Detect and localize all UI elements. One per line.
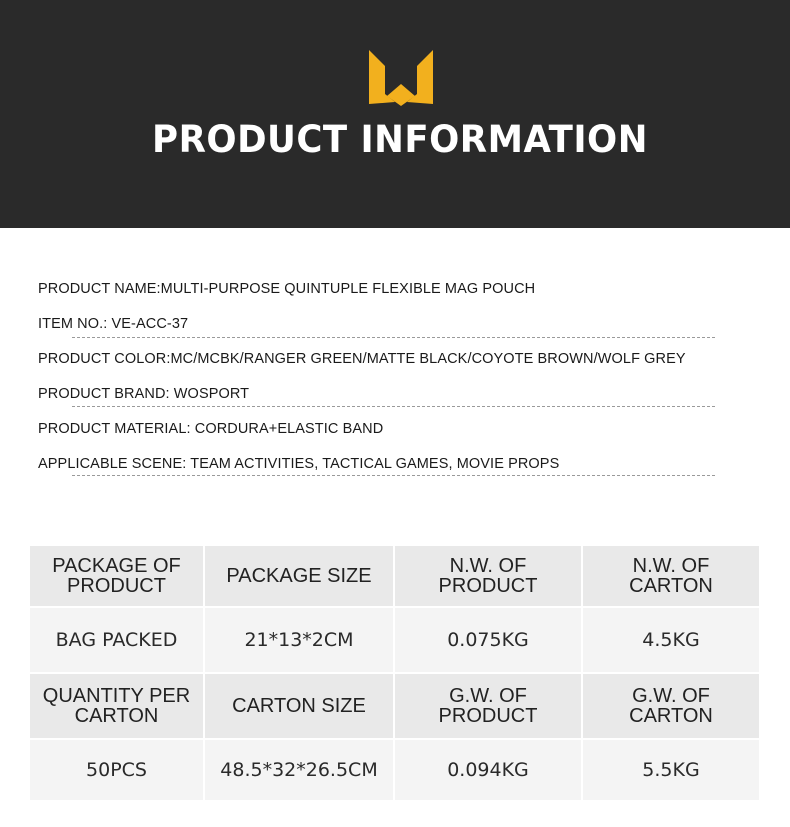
- divider: [72, 337, 715, 338]
- table-header-row: [30, 546, 759, 608]
- table-cell: 50PCS: [30, 740, 205, 800]
- divider: [72, 406, 715, 407]
- table-header-cell: QUANTITY PER CARTON: [30, 674, 205, 740]
- table-cell: 48.5*32*26.5CM: [205, 740, 395, 800]
- table-header-cell: CARTON SIZE: [205, 674, 395, 740]
- page-title: PRODUCT INFORMATION: [152, 118, 648, 161]
- table-header-cell: PACKAGE SIZE: [205, 546, 395, 608]
- table-cell: 0.094KG: [395, 740, 583, 800]
- table-header-row: [30, 674, 759, 740]
- spec-item-no: ITEM NO.: VE-ACC-37: [38, 316, 189, 332]
- table-cell: 4.5KG: [583, 608, 759, 674]
- spec-product-name: PRODUCT NAME:MULTI-PURPOSE QUINTUPLE FLEXIBLE MAG POUCH: [38, 281, 536, 297]
- table-header-cell: G.W. OF CARTON: [583, 674, 759, 740]
- table-row: [30, 740, 759, 800]
- divider: [72, 475, 715, 476]
- header-banner: [0, 0, 790, 228]
- table-cell: 21*13*2CM: [205, 608, 395, 674]
- table-header-cell: N.W. OF CARTON: [583, 546, 759, 608]
- table-row: [30, 608, 759, 674]
- table-cell: 5.5KG: [583, 740, 759, 800]
- spec-product-color: PRODUCT COLOR:MC/MCBK/RANGER GREEN/MATTE BLACK/COYOTE BROWN/WOLF GREY: [38, 351, 686, 367]
- spec-product-brand: PRODUCT BRAND: WOSPORT: [38, 386, 250, 402]
- table-header-cell: N.W. OF PRODUCT: [395, 546, 583, 608]
- spec-product-material: PRODUCT MATERIAL: CORDURA+ELASTIC BAND: [38, 421, 384, 437]
- w-logo-icon: [367, 48, 435, 106]
- spec-applicable-scene: APPLICABLE SCENE: TEAM ACTIVITIES, TACTICAL GAMES, MOVIE PROPS: [38, 456, 560, 472]
- package-info-table: [30, 546, 759, 800]
- table-cell: 0.075KG: [395, 608, 583, 674]
- table-cell: BAG PACKED: [30, 608, 205, 674]
- table-header-cell: G.W. OF PRODUCT: [395, 674, 583, 740]
- table-header-cell: PACKAGE OF PRODUCT: [30, 546, 205, 608]
